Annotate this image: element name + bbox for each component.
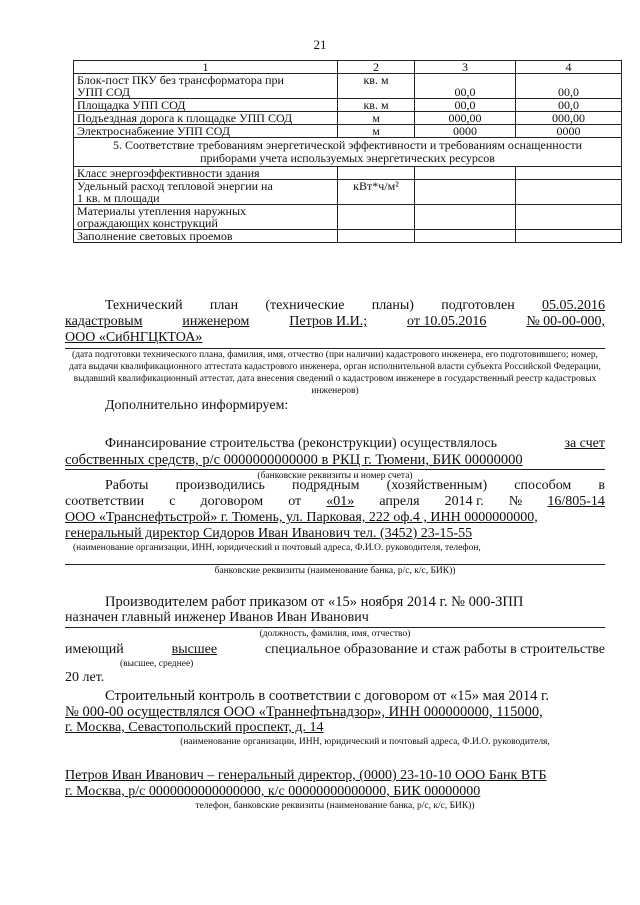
table-cell-name: Подъездная дорога к площадке УПП СОД [74,112,338,125]
producer-line1: Производителем работ приказом от «15» ноября 2014 г. № 000-ЗПП [105,594,524,610]
table-cell-value: 000,00 [415,112,516,125]
financing-block [65,436,605,482]
table-cell-unit [338,167,415,180]
financing-line2: собственных средств, р/с 0000000000000 в РКЦ г. Тюмени, БИК 00000000 [65,452,523,468]
table-cell-value [415,180,516,205]
table-cell-unit: м [338,125,415,138]
table-header-cell: 2 [338,61,415,74]
table-cell-value: 0000 [415,125,516,138]
table-cell-value: 000,00 [516,112,622,125]
producer-block [65,594,605,686]
tech-plan-block [65,298,605,397]
table-header-cell: 1 [74,61,338,74]
producer-note2: (высшее, среднее) [120,659,194,669]
table-row [74,99,622,112]
section-title: 5. Соответствие требованиям энергетической эффективности и требованиям оснащенности приборами учета используемых энергетических ресурсов [74,138,622,167]
table-row [74,205,622,230]
table-cell-name: Материалы утепления наружных ограждающих конструкций [74,205,338,230]
table-cell-name: Блок-пост ПКУ без трансформатора при УПП СОД [74,74,338,99]
table-cell-value [415,167,516,180]
works-director: генеральный директор Сидоров Иван Иванович тел. (3452) 23-15-55 [65,526,473,541]
specification-table [73,60,622,243]
control-line5: г. Москва, р/с 0000000000000000, к/с 00000000000000, БИК 00000000 [65,784,481,799]
producer-note: (должность, фамилия, имя, отчество) [65,627,605,640]
control-block [65,688,605,812]
table-cell-value [516,180,622,205]
financing-line1-tail: за счет [564,436,605,451]
table-cell-value [516,205,622,230]
financing-line1: Финансирование строительства (реконструкции) осуществлялось [105,436,498,451]
table-header-cell: 3 [415,61,516,74]
works-line2: соответствии с договором от «01» апреля 2014 г. № 16/805-14 [65,494,605,509]
page-number: 21 [313,37,327,52]
table-cell-value: 0000 [516,125,622,138]
works-line1: Работы производились подрядным (хозяйственным) способом в [105,478,605,493]
table-cell-value [415,230,516,243]
control-line2: № 000-00 осуществлялся ООО «Траннефтьнадзор», ИНН 000000000, 115000, [65,704,543,720]
table-section-row [74,138,622,167]
table-row [74,167,622,180]
table-cell-name: Площадка УПП СОД [74,99,338,112]
control-note2: телефон, банковские реквизиты (наименование банка, р/с, к/с, БИК)) [195,801,475,811]
table-cell-value [516,167,622,180]
table-cell-value [415,205,516,230]
engineer-organization: ООО «СибНГЦКТОА» [65,330,203,345]
table-row [74,180,622,205]
tech-plan-note: (дата подготовки технического плана, фамилия, имя, отчество (при наличии) кадастрового инженера, его подготовившего; номер, дата выдачи квалификационного аттестата кадастрового инженера, орган исполнительной власти субъекта Российской Федерации, выдавший квалификационный аттестат, дата внесения сведений о кадастровом инженере в государственный реестр кадастровых инженеров) [65,348,605,397]
tech-plan-line1: Технический план (технические планы) подготовлен 05.05.2016 [105,298,605,313]
works-contractor: ООО «Транснефтьстрой» г. Тюмень, ул. Парковая, 222 оф.4 , ИНН 0000000000, [65,510,538,525]
tech-plan-line2: кадастровым инженером Петров И.И.; от 10.05.2016 № 00-00-000, [65,314,605,329]
table-cell-unit [338,230,415,243]
table-cell-unit [338,205,415,230]
control-note1: (наименование организации, ИНН, юридический и почтовый адреса, Ф.И.О. руководителя, [180,737,550,747]
table-header-row [74,61,622,74]
table-cell-unit: м [338,112,415,125]
table-row [74,112,622,125]
financing-note: (банковские реквизиты и номер счета) [65,469,605,482]
table-cell-name: Электроснабжение УПП СОД [74,125,338,138]
table-header-cell: 4 [516,61,622,74]
table-cell-value: 00,0 [415,74,516,99]
works-note2: банковские реквизиты (наименование банка, р/с, к/с, БИК)) [214,566,456,576]
control-line3: г. Москва, Севастопольский проспект, д. 14 [65,720,324,735]
table-cell-value: 00,0 [415,99,516,112]
table-cell-unit: кв. м [338,74,415,99]
works-note1: (наименование организации, ИНН, юридический и почтовый адреса, Ф.И.О. руководителя, телефон, [73,543,481,553]
table-row [74,74,622,99]
producer-line4: 20 лет. [65,670,105,685]
producer-line2: назначен главный инженер Иванов Иван Иванович [65,610,369,625]
additional-info-heading: Дополнительно информируем: [105,398,289,413]
table-cell-name: Удельный расход тепловой энергии на 1 кв. м площади [74,180,338,205]
table-row [74,125,622,138]
table-row [74,230,622,243]
table-cell-value [516,230,622,243]
works-block [65,478,605,577]
table-cell-name: Класс энергоэффективности здания [74,167,338,180]
table-cell-name: Заполнение световых проемов [74,230,338,243]
table-cell-unit: кв. м [338,99,415,112]
control-line4: Петров Иван Иванович – генеральный директор, (0000) 23-10-10 ООО Банк ВТБ [65,768,547,783]
producer-line3: имеющий высшее специальное образование и стаж работы в строительстве [65,642,605,657]
control-line1: Строительный контроль в соответствии с договором от «15» мая 2014 г. [105,688,549,704]
table-cell-unit: кВт*ч/м² [338,180,415,205]
table-cell-value: 00,0 [516,74,622,99]
table-cell-value: 00,0 [516,99,622,112]
